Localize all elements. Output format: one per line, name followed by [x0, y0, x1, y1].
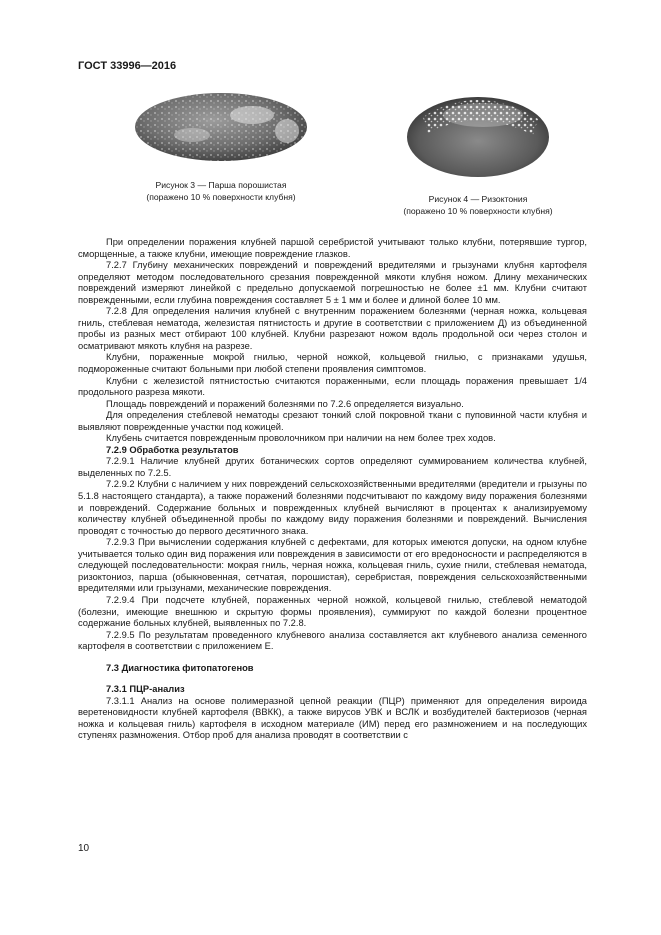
paragraph-7-2-9-4: 7.2.9.4 При подсчете клубней, пораженных черной ножкой, кольцевой гнилью, стеблевой нематодой (болезни, имеющие внешнюю и скрытую формы проявления), суммируют по каждой болезни процентное содержание больных клубней, выявленных по 7.2.8.: [78, 594, 587, 629]
section-heading-7-3: 7.3 Диагностика фитопатогенов: [106, 662, 254, 673]
paragraph-7-2-9-1: 7.2.9.1 Наличие клубней других ботанических сортов определяют суммированием количества клубней, выделенных по 7.2.5.: [78, 456, 587, 478]
standard-header: ГОСТ 33996—2016: [78, 60, 177, 72]
tuber-powdery-scab-image: [132, 87, 310, 165]
figure-3-caption: [98, 180, 344, 203]
paragraph-7-2-9-2: 7.2.9.2 Клубни с наличием у них повреждений сельскохозяйственными вредителями (вредители и грызуны по 5.1.8 настоящего стандарта), а также поражений болезнями подсчитывают по каждому виду поражения болезнями и повреждений. Содержание больных и поврежденных клубней вычисляют в процентах к анализируемому количеству клубней объединенной пробы по каждому виду поражения болезнями и повреждений. Вычисления проводят с точностью до первого десятичного знака.: [78, 479, 587, 536]
document-body: [78, 237, 587, 742]
figure-3-title: Рисунок 3 — Парша порошистая: [155, 180, 287, 190]
figure-4-title: Рисунок 4 — Ризоктония: [428, 194, 528, 204]
section-heading-7-2-9: 7.2.9 Обработка результатов: [106, 444, 239, 455]
paragraph-7-2-9-3: 7.2.9.3 При вычислении содержания клубней с дефектами, для которых имеются допуски, на одном клубне учитывается только один вид поражения или повреждения в зависимости от его вредоносности и распределяются в следующей последовательности: мокрая гниль, черная ножка, кольцевая гниль, сухие гнили, стеблевая нематода, ризоктониоз, парша (обыкновенная, сетчатая, порошистая), серебристая, повреждения сельскохозяйственными вредителями или грызунами, механические повреждения.: [78, 537, 587, 594]
paragraph-7-3-1-1: 7.3.1.1 Анализ на основе полимеразной цепной реакции (ПЦР) применяют для определения вироида веретеновидности клубней картофеля (ВВКК), а также вирусов УВК и ВСЛК и возбудителей бактериозов (черная ножка и кольцевая гниль) картофеля в исходном материале (ИМ) перед его размножением и на последующих ступенях размножения. Отбор проб для анализа проводят в соответствии с: [78, 695, 587, 741]
paragraph: Клубни, пораженные мокрой гнилью, черной ножкой, кольцевой гнилью, с признаками удушья, подмороженные считают больными при любой степени проявления симптомов.: [78, 352, 587, 375]
section-heading-7-3-1: 7.3.1 ПЦР-анализ: [106, 684, 185, 695]
page-number: 10: [78, 843, 90, 854]
figure-4-caption: [372, 194, 584, 217]
figure-powdery-scab: [98, 87, 344, 203]
paragraph: Площадь повреждений и поражений болезнями по 7.2.6 определяется визуально.: [106, 398, 464, 409]
paragraph-7-2-9-5: 7.2.9.5 По результатам проведенного клубневого анализа составляется акт клубневого анализа семенного картофеля в соответствии с приложением Е.: [78, 629, 587, 652]
paragraph-7-2-8: 7.2.8 Для определения наличия клубней с внутренним поражением болезнями (черная ножка, кольцевая гниль, стеблевая нематода, железистая пятнистость и другие в соответствии с приложением Д) из объединенной пробы из разных мест отбирают 100 клубней. Клубни разрезают ножом вдоль продольной оси через столон и осматривают мякоть клубня на разрезе.: [78, 306, 587, 351]
figure-4-note: (поражено 10 % поверхности клубня): [403, 205, 553, 216]
paragraph: Клубни с железистой пятнистостью считаются пораженными, если площадь поражения превышает 1/4 продольного разреза мякоти.: [78, 375, 587, 398]
figure-rhizoctonia: [372, 87, 584, 217]
paragraph-7-2-7: 7.2.7 Глубину механических повреждений и повреждений вредителями и грызунами клубня картофеля определяют методом последовательного срезания поврежденной мякоти клубня ножом. Длину механических повреждений измеряют линейкой с предельно допускаемой погрешностью не более ±1 мм. Клубни считают поврежденными, если глубина повреждения составляет 5 ± 1 мм и более и длиной более 10 мм.: [78, 260, 587, 305]
paragraph: Для определения стеблевой нематоды срезают тонкий слой покровной ткани с пуповинной части клубня и выявляют поврежденные участки под кожицей.: [78, 410, 587, 432]
tuber-rhizoctonia-image: [403, 87, 553, 179]
paragraph: При определении поражения клубней паршой серебристой учитывают только клубни, потерявшие тургор, сморщенные, а также клубни, имеющие повреждение глазков.: [78, 237, 587, 259]
paragraph: Клубень считается поврежденным проволочником при наличии на нем более трех ходов.: [106, 433, 496, 444]
figure-3-note: (поражено 10 % поверхности клубня): [146, 191, 296, 202]
